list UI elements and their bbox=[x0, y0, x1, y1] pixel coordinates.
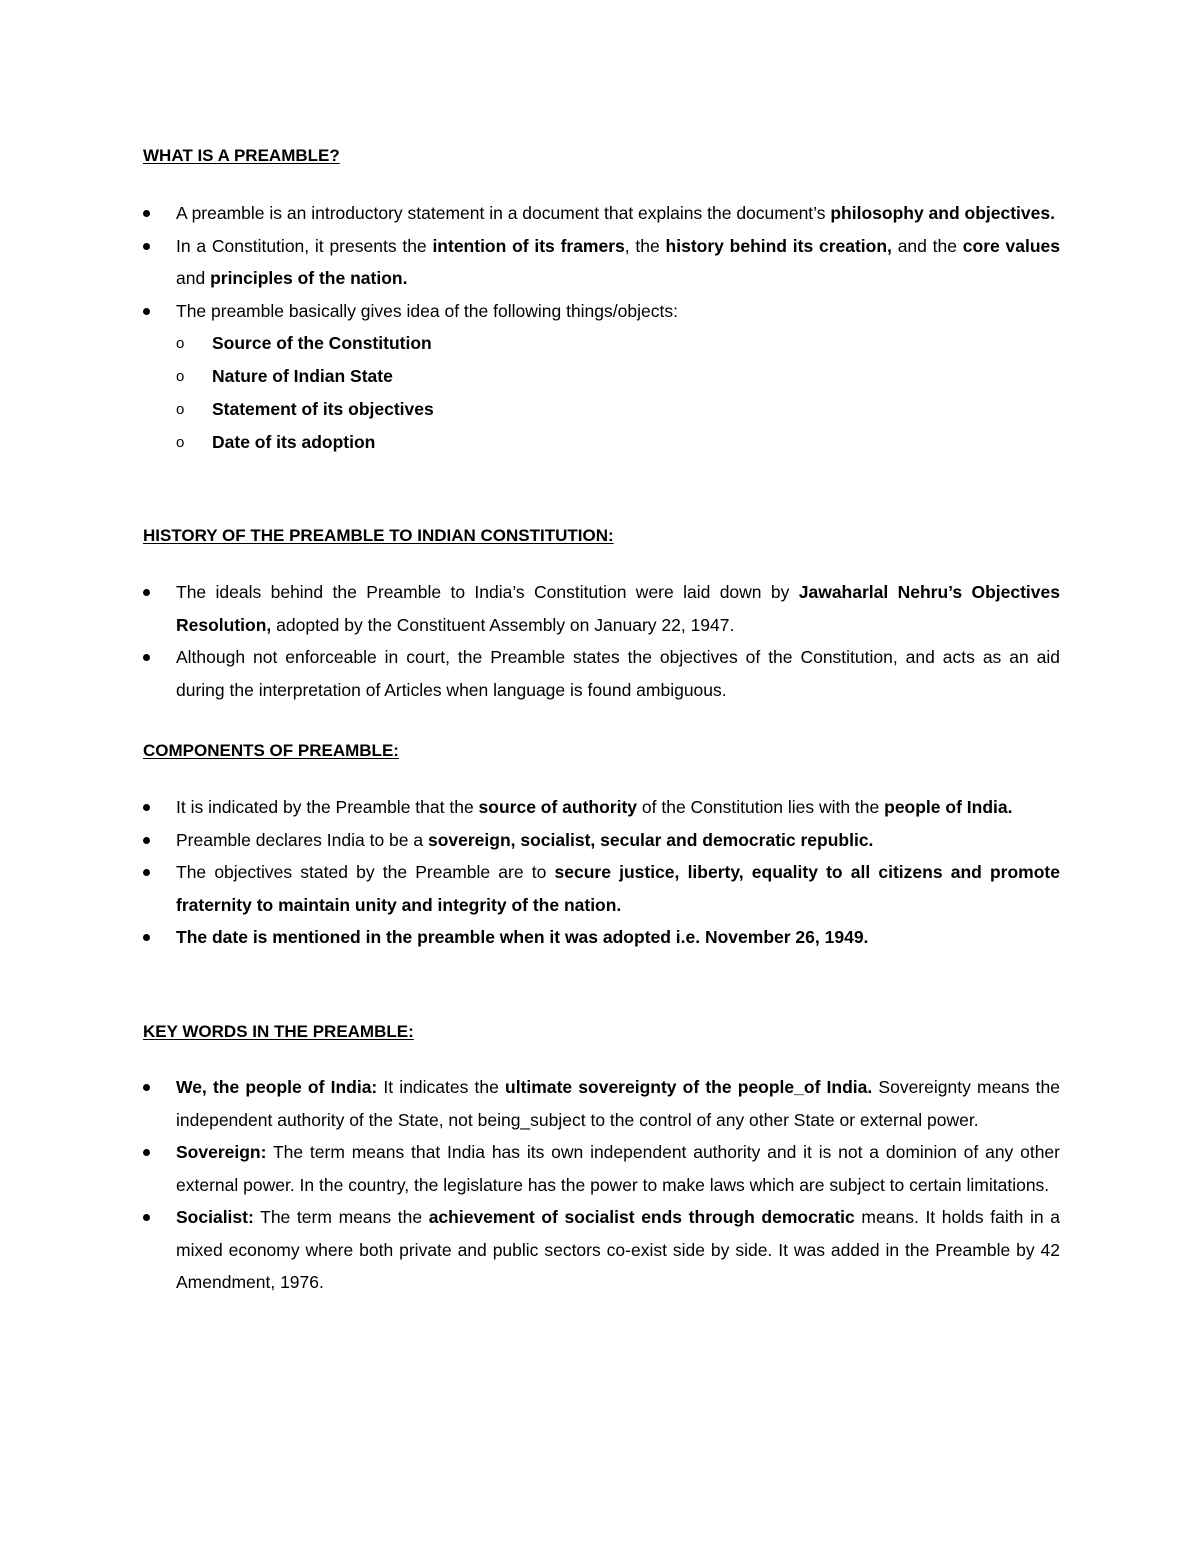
text-run: Although not enforceable in court, the Preamble states the objectives of the Constitution, and acts as an aid during the interpretation of Articles when language is found ambiguous. bbox=[176, 647, 1060, 700]
bold-text-run: core values bbox=[962, 235, 1060, 256]
text-run: It is indicated by the Preamble that the bbox=[176, 797, 479, 817]
text-run: means. It holds faith in a mixed economy where both private and public sectors co-exist side by side. It was added in the Preamble by 42 Amendment, 1976. bbox=[176, 1207, 1060, 1292]
list-item bbox=[143, 791, 1060, 824]
bold-text-run: The date is mentioned in the preamble when it was adopted i.e. November 26, 1949. bbox=[176, 927, 869, 947]
bold-text-run: ultimate sovereignty of the people_of India. bbox=[505, 1077, 873, 1097]
text-run: A preamble is an introductory statement in a document that explains the document’s bbox=[176, 203, 831, 223]
bullet-icon bbox=[143, 210, 150, 217]
text-run: The term means that India has its own independent authority and it is not a dominion of any other external power. In the country, the legislature has the power to make laws which are subject to certain limitations. bbox=[176, 1142, 1060, 1195]
sub-list-item: o Statement of its objectives bbox=[176, 393, 1060, 426]
bullet-icon bbox=[143, 1149, 150, 1156]
bold-text-run: intention of its framers bbox=[432, 235, 625, 256]
list-item-text bbox=[176, 1207, 1060, 1292]
bold-text-run: principles of the nation. bbox=[210, 268, 408, 288]
heading-key-words: KEY WORDS IN THE PREAMBLE: bbox=[143, 1022, 414, 1041]
bullet-icon bbox=[143, 869, 150, 876]
components-list bbox=[143, 791, 1060, 954]
list-item bbox=[143, 1136, 1060, 1201]
list-item bbox=[143, 197, 1060, 230]
key-words-list bbox=[143, 1071, 1060, 1299]
text-run: The objectives stated by the Preamble are to bbox=[176, 862, 555, 882]
bold-text-run: Jawaharlal Nehru’s Objectives Resolution, bbox=[176, 582, 1060, 635]
circle-bullet-icon: o bbox=[176, 335, 185, 352]
text-run: adopted by the Constituent Assembly on January 22, 1947. bbox=[271, 614, 735, 635]
list-item bbox=[143, 1201, 1060, 1299]
text-run: of the Constitution lies with the bbox=[637, 797, 885, 817]
text-run: The term means the bbox=[253, 1207, 429, 1227]
list-item-text bbox=[176, 203, 1055, 223]
text-run: In a Constitution, it presents the bbox=[176, 235, 433, 256]
list-item-text bbox=[176, 647, 1060, 700]
bullet-icon bbox=[143, 1214, 150, 1221]
bold-text-run: sovereign, socialist, secular and democratic republic. bbox=[427, 829, 874, 850]
bullet-icon bbox=[143, 589, 150, 596]
list-item-text bbox=[176, 582, 1060, 635]
list-item bbox=[143, 856, 1060, 921]
bullet-icon bbox=[143, 804, 150, 811]
list-item bbox=[143, 641, 1060, 706]
list-item bbox=[143, 576, 1060, 641]
preamble-objects-sublist bbox=[176, 327, 1060, 459]
sub-list-item: o Date of its adoption bbox=[176, 426, 1060, 459]
text-run: and the bbox=[891, 235, 963, 256]
bold-text-run: secure justice, liberty, equality to all citizens and promote fraternity to maintain unity and integrity of the nation. bbox=[176, 862, 1060, 915]
bold-text-run: source of authority bbox=[478, 797, 638, 817]
list-item-text bbox=[176, 830, 873, 850]
text-run: , the bbox=[624, 235, 666, 256]
list-item-text bbox=[176, 236, 1060, 289]
circle-bullet-icon: o bbox=[176, 368, 185, 385]
sub-list-item: o Nature of Indian State bbox=[176, 360, 1060, 393]
list-item bbox=[143, 230, 1060, 295]
bullet-icon bbox=[143, 308, 150, 315]
heading-components: COMPONENTS OF PREAMBLE: bbox=[143, 741, 399, 760]
history-list bbox=[143, 576, 1060, 706]
sub-list-item: o Source of the Constitution bbox=[176, 327, 1060, 360]
list-item bbox=[143, 295, 1060, 460]
preamble-definition-list bbox=[143, 197, 1060, 459]
circle-bullet-icon: o bbox=[176, 434, 185, 451]
bold-text-run: Socialist: bbox=[176, 1207, 254, 1227]
bullet-icon bbox=[143, 837, 150, 844]
list-item bbox=[143, 824, 1060, 857]
text-run: The preamble basically gives idea of the following things/objects: bbox=[176, 300, 678, 321]
text-run: and bbox=[176, 268, 211, 288]
list-item-text bbox=[176, 1077, 1060, 1130]
list-item bbox=[143, 1071, 1060, 1136]
list-item-text bbox=[176, 862, 1060, 915]
bold-text-run: history behind its creation, bbox=[665, 235, 892, 256]
list-item-text bbox=[176, 1142, 1060, 1195]
bold-text-run: Sovereign: bbox=[176, 1142, 267, 1162]
text-run: Sovereignty means the independent authority of the State, not being_subject to the control of any other State or external power. bbox=[176, 1077, 1061, 1130]
text-run: It indicates the bbox=[377, 1077, 506, 1097]
bold-text-run: We, the people of India: bbox=[176, 1077, 378, 1097]
circle-bullet-icon: o bbox=[176, 401, 185, 418]
bullet-icon bbox=[143, 934, 150, 941]
bold-text-run: people of India. bbox=[884, 797, 1013, 817]
list-item bbox=[143, 921, 1060, 954]
heading-history: HISTORY OF THE PREAMBLE TO INDIAN CONSTITUTION: bbox=[143, 526, 614, 545]
list-item-text bbox=[176, 927, 868, 947]
list-item-text bbox=[176, 797, 1012, 817]
bullet-icon bbox=[143, 654, 150, 661]
bold-text-run: philosophy and objectives. bbox=[830, 203, 1055, 223]
bullet-icon bbox=[143, 1084, 150, 1091]
list-item-text bbox=[176, 301, 678, 321]
text-run: Preamble declares India to be a bbox=[176, 829, 428, 850]
bold-text-run: achievement of socialist ends through democratic bbox=[428, 1207, 855, 1227]
text-run: The ideals behind the Preamble to India’s Constitution were laid down by bbox=[176, 582, 799, 602]
bullet-icon bbox=[143, 243, 150, 250]
heading-what-is-preamble: WHAT IS A PREAMBLE? bbox=[143, 146, 340, 165]
